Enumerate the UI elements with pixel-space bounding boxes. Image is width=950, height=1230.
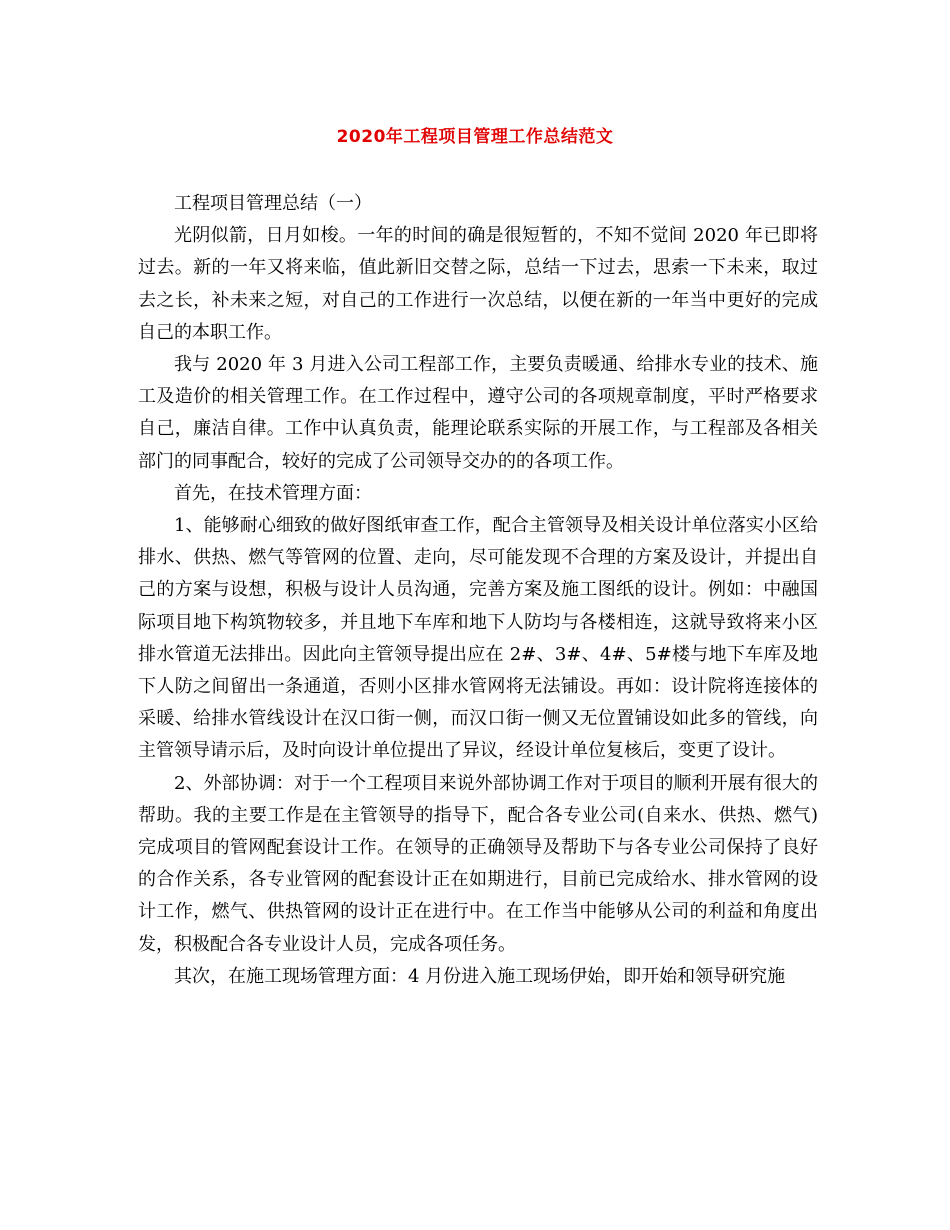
paragraph-external-coordination: 2、外部协调：对于一个工程项目来说外部协调工作对于项目的顺利开展有很大的帮助。我的主要工作是在主管领导的指导下，配合各专业公司(自来水、供热、燃气)完成项目的管网配套设计工作。在领导的正确领导及帮助下与各专业公司保持了良好的合作关系，各专业管网的配套设计正在如期进行，目前已完成给水、排水管网的设计工作，燃气、供热管网的设计正在进行中。在工作当中能够从公司的利益和角度出发，积极配合各专业设计人员，完成各项任务。	[138, 772, 818, 955]
section-heading: 工程项目管理总结（一）	[174, 193, 372, 214]
paragraph-technical-heading: 首先，在技术管理方面：	[174, 482, 372, 504]
document-title: 2020年工程项目管理工作总结范文	[336, 127, 614, 147]
paragraph-site-management: 其次，在施工现场管理方面：4 月份进入施工现场伊始，即开始和领导研究施	[174, 965, 786, 987]
document-body	[138, 188, 818, 993]
paragraph-drawing-review: 1、能够耐心细致的做好图纸审查工作，配合主管领导及相关设计单位落实小区给排水、供热、燃气等管网的位置、走向，尽可能发现不合理的方案及设计，并提出自己的方案与设想，积极与设计人员沟通，完善方案及施工图纸的设计。例如：中融国际项目地下构筑物较多，并且地下车库和地下人防均与各楼相连，这就导致将来小区排水管道无法排出。因此向主管领导提出应在 2#、3#、4#、5#楼与地下车库及地下人防之间留出一条通道，否则小区排水管网将无法铺设。再如：设计院将连接体的采暖、给排水管线设计在汉口街一侧，而汉口街一侧又无位置铺设如此多的管线，向主管领导请示后，及时向设计单位提出了异议，经设计单位复核后，变更了设计。	[138, 515, 818, 762]
paragraph-intro: 光阴似箭，日月如梭。一年的时间的确是很短暂的，不知不觉间 2020 年已即将过去。新的一年又将来临，值此新旧交替之际，总结一下过去，思索一下未来，取过去之长，补未来之短，对自己的工作进行一次总结，以便在新的一年当中更好的完成自己的本职工作。	[138, 225, 818, 343]
paragraph-role: 我与 2020 年 3 月进入公司工程部工作，主要负责暖通、给排水专业的技术、施工及造价的相关管理工作。在工作过程中，遵守公司的各项规章制度，平时严格要求自己，廉洁自律。工作中认真负责，能理论联系实际的开展工作，与工程部及各相关部门的同事配合，较好的完成了公司领导交办的的各项工作。	[138, 354, 818, 472]
